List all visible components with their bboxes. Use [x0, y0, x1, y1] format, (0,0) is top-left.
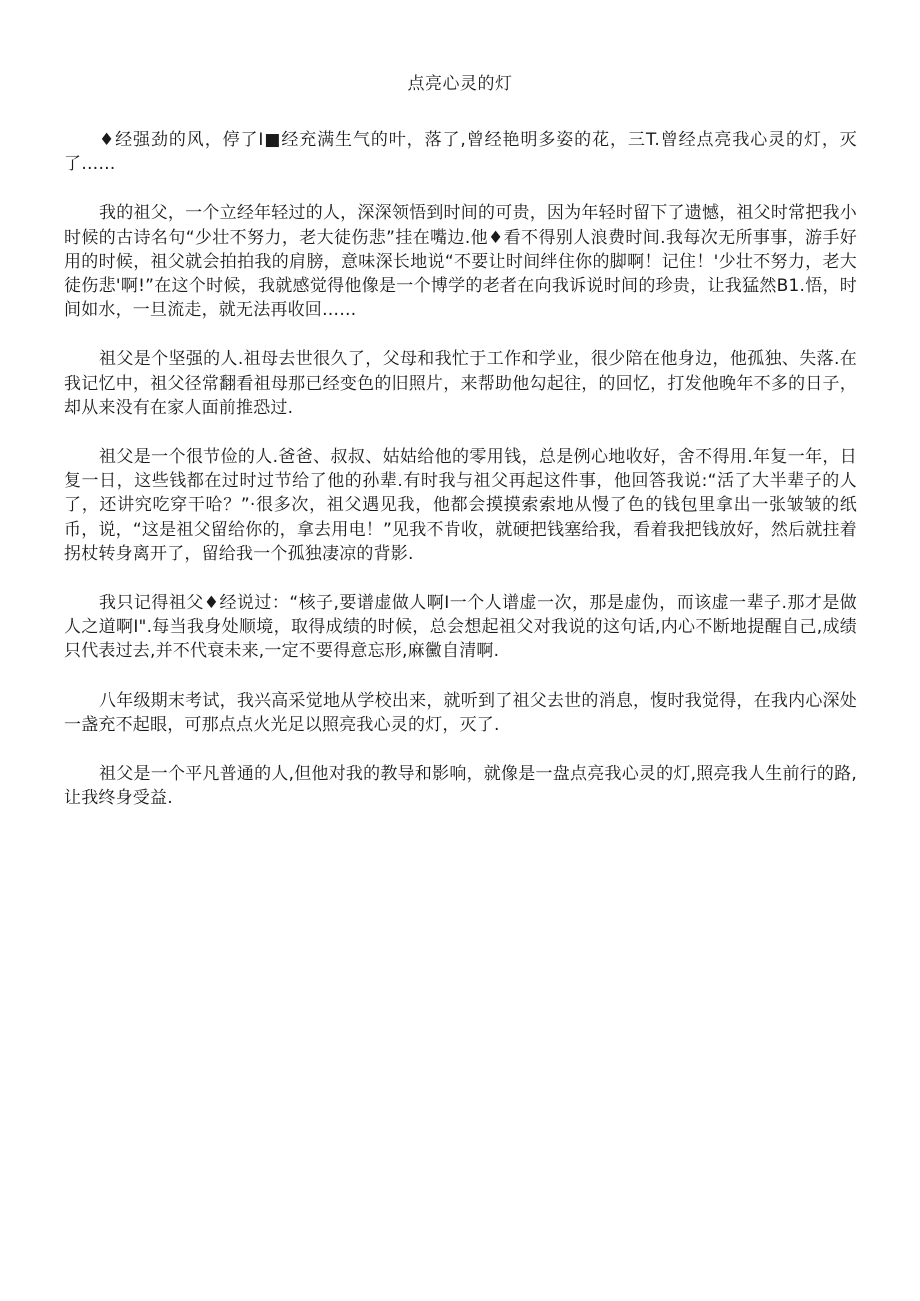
document-body — [64, 128, 857, 835]
document-title: 点亮心灵的灯 — [407, 74, 513, 94]
paragraph-7: 祖父是一个平凡普通的人,但他对我的教导和影响，就像是一盘点亮我心灵的灯,照亮我人生前行的路,让我终身受益. — [64, 764, 857, 809]
paragraph-6: 八年级期末考试，我兴高采觉地从学校出来，就听到了祖父去世的消息，愎时我觉得，在我内心深处一盏充不起眼，可那点点火光足以照亮我心灵的灯，灭了. — [64, 690, 857, 735]
paragraph-4: 祖父是一个很节俭的人.爸爸、叔叔、姑姑给他的零用钱，总是例心地收好，舍不得用.年复一年，日复一日，这些钱都在过时过节给了他的孙辈.有时我与祖父再起这件事，他回答我说:“活了大半辈子的人了，还讲究吃穿干哈？”·很多次，祖父遇见我，他都会摸摸索索地从慢了色的钱包里拿出一张皱皱的纸币，说，“这是祖父留给你的，拿去用电！”见我不肯收，就硬把钱塞给我，看着我把钱放好，然后就拄着拐杖转身离开了，留给我一个孤独凄凉的背影. — [64, 447, 857, 564]
paragraph-5: 我只记得祖父♦经说过：“核子,要谱虚做人啊I一个人谱虚一次，那是虚伪，而该虚一辈子.那才是做人之道啊I".每当我身处顺境，取得成绩的时候，总会想起祖父对我说的这句话,内心不断地提醒自己,成绩只代表过去,并不代衰未来,一定不要得意忘形,麻黴自清啊. — [64, 593, 857, 662]
paragraph-1: ♦经强劲的风，停了I■经充满生气的叶，落了,曾经艳明多姿的花，三T.曾经点亮我心灵的灯，灭了…… — [64, 130, 857, 175]
paragraph-2: 我的祖父，一个立经年轻过的人，深深领悟到时间的可贵，因为年轻时留下了遗憾，祖父时常把我小时候的古诗名句“少壮不努力，老大徒伤悲”挂在嘴边.他♦看不得别人浪费时间.我每次无所事事，游手好用的时候，祖父就会拍拍我的肩膀，意味深长地说“不要让时间绊住你的脚啊！记住！'少壮不努力，老大徒伤悲'啊!”在这个时候，我就感觉得他像是一个博学的老者在向我诉说时间的珍贵，让我猛然B1.悟，时间如水，一旦流走，就无法再收回…… — [64, 203, 857, 321]
paragraph-3: 祖父是个坚强的人.祖母去世很久了，父母和我忙于工作和学业，很少陪在他身边，他孤独、失落.在我记忆中，祖父径常翻看祖母那已经变色的旧照片，来帮助他勾起往，的回忆，打发他晚年不多的日子，却从来没有在家人面前推恐过. — [64, 349, 857, 418]
